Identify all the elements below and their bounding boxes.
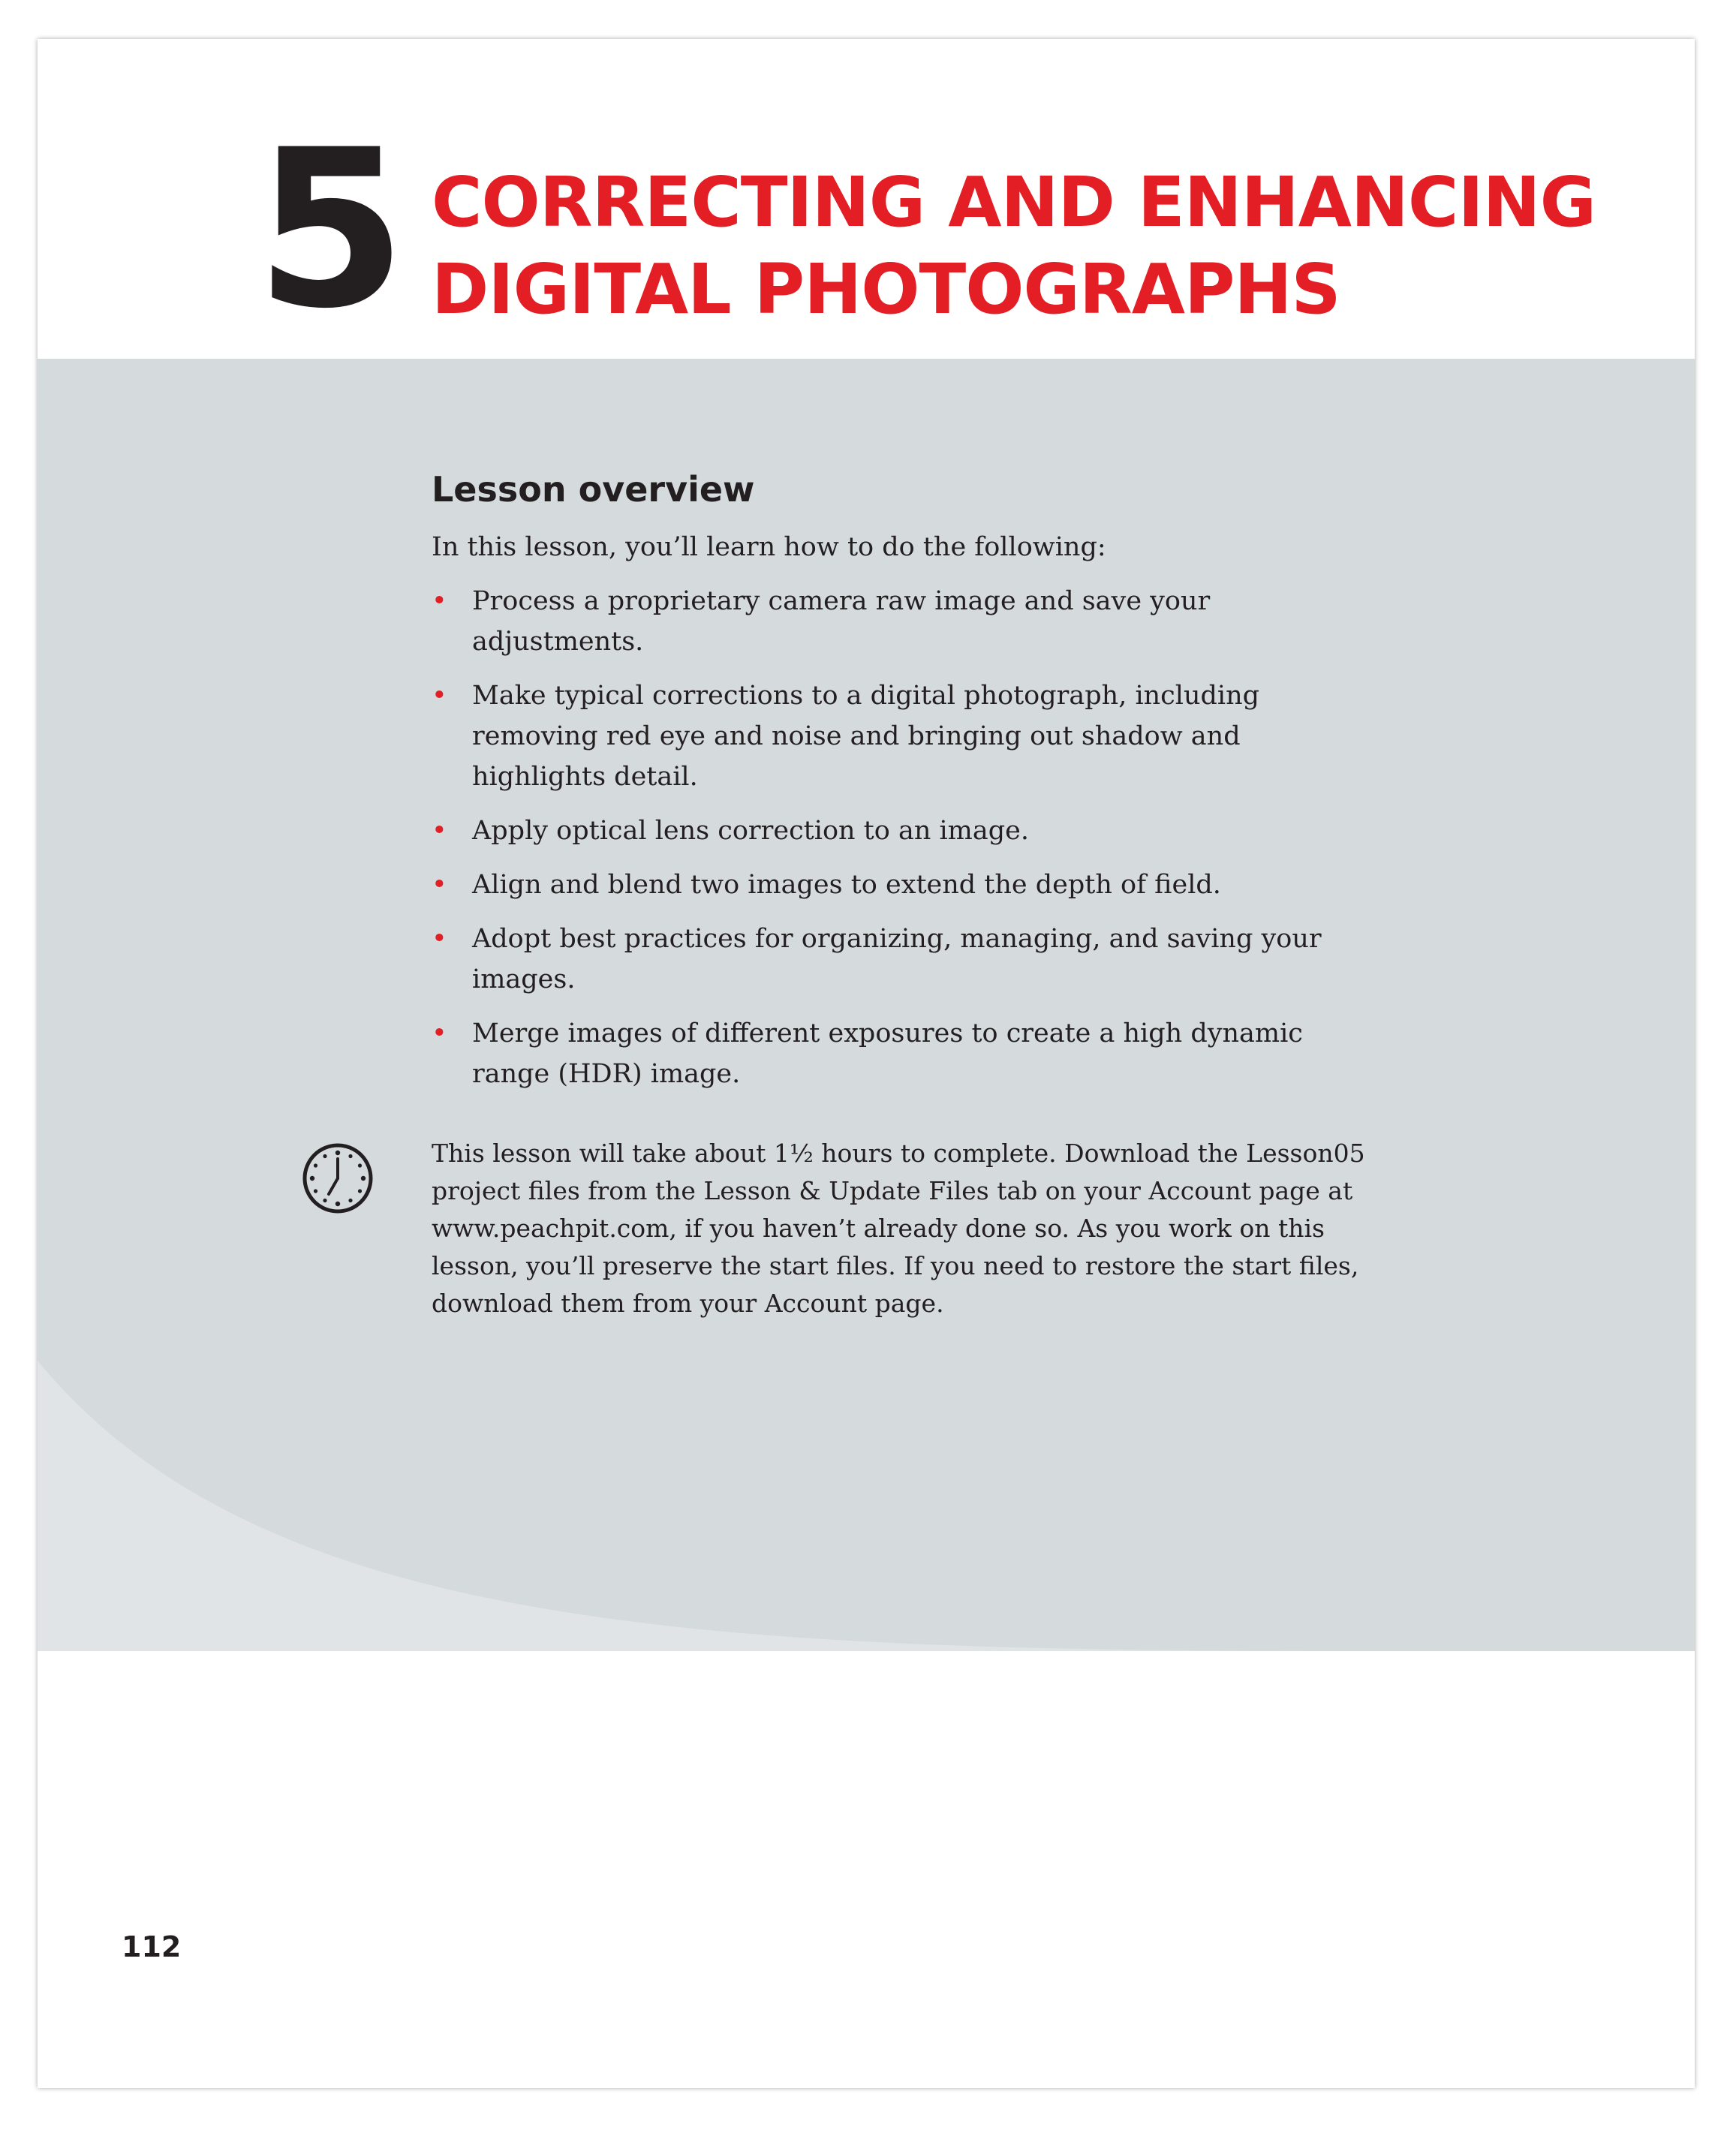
- bullet-icon: •: [432, 816, 447, 846]
- list-item: [432, 811, 1377, 851]
- list-item: [432, 919, 1377, 1000]
- page-number: 112: [122, 1930, 182, 1963]
- list-item-text: Adopt best practices for organizing, managing, and saving your images.: [472, 924, 1322, 994]
- list-item-text: Process a proprietary camera raw image and save your adjustments.: [472, 586, 1211, 657]
- chapter-title-line-1: CORRECTING AND ENHANCING: [432, 162, 1596, 242]
- clock-icon: [300, 1141, 375, 1216]
- chapter-title: [432, 159, 1632, 333]
- list-item-text: Make typical corrections to a digital photograph, including removing red eye and noise and bringing out shadow and highlights detail.: [472, 681, 1260, 792]
- book-page: [38, 39, 1695, 2088]
- list-item-text: Apply optical lens correction to an image.: [472, 816, 1029, 846]
- bullet-icon: •: [432, 924, 447, 954]
- list-item: [432, 675, 1377, 797]
- objectives-list: [432, 581, 1377, 1094]
- lesson-overview-intro: In this lesson, you’ll learn how to do the following:: [432, 532, 1106, 562]
- list-item-text: Merge images of different exposures to create a high dynamic range (HDR) image.: [472, 1018, 1303, 1089]
- list-item-text: Align and blend two images to extend the depth of field.: [472, 870, 1221, 900]
- bullet-icon: •: [432, 870, 447, 900]
- chapter-title-line-2: DIGITAL PHOTOGRAPHS: [432, 249, 1340, 329]
- list-item: [432, 581, 1377, 662]
- list-item: [432, 1013, 1377, 1094]
- bullet-icon: •: [432, 586, 447, 616]
- time-note: This lesson will take about 1½ hours to complete. Download the Lesson05 project files from the Lesson & Update Files tab on your Account page at www.peachpit.com, if you haven’t already done so. As you work on this lesson, you’ll preserve the start files. If you need to restore the start files, download them from your Account page.: [432, 1139, 1365, 1318]
- lesson-overview-heading: Lesson overview: [432, 469, 755, 510]
- bullet-icon: •: [432, 1018, 447, 1048]
- list-item: [432, 865, 1377, 905]
- lesson-overview: [432, 467, 1377, 1108]
- chapter-number: 5: [255, 104, 398, 357]
- bullet-icon: •: [432, 681, 447, 711]
